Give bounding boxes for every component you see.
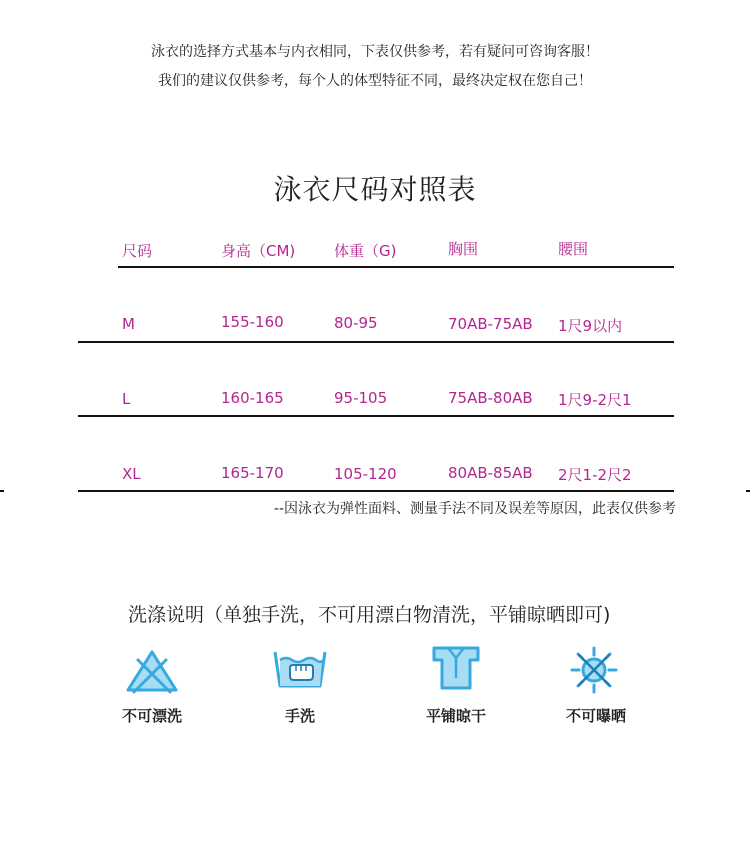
row-size: L (122, 390, 131, 408)
row-waist: 1尺9-2尺1 (558, 391, 632, 409)
dry-flat-icon (428, 644, 484, 692)
row-bust: 75AB-80AB (448, 389, 533, 407)
table-bottom-divider (78, 490, 674, 492)
row-weight: 95-105 (334, 389, 388, 407)
no-sun-dry-icon (566, 646, 622, 694)
row-weight: 80-95 (334, 314, 378, 332)
row-height: 165-170 (221, 464, 284, 482)
header-divider (118, 266, 674, 268)
header-height: 身高（CM) (221, 242, 296, 260)
row-divider (78, 341, 674, 343)
row-bust: 80AB-85AB (448, 464, 533, 482)
edge-tick-left (0, 490, 4, 492)
intro-line-1: 泳衣的选择方式基本与内衣相同，下表仅供参考，若有疑问可咨询客服！ (151, 44, 599, 60)
no-bleach-label: 不可漂洗 (121, 707, 182, 725)
row-waist: 1尺9以内 (558, 317, 623, 335)
header-bust: 胸围 (448, 240, 479, 258)
edge-tick-right (746, 490, 750, 492)
row-divider (78, 415, 674, 417)
row-waist: 2尺1-2尺2 (558, 466, 632, 484)
dry-flat-label: 平铺晾干 (425, 707, 486, 725)
row-weight: 105-120 (334, 465, 397, 483)
no-sun-dry-label: 不可曝晒 (565, 707, 626, 725)
row-size: M (122, 315, 135, 333)
header-waist: 腰围 (558, 240, 589, 258)
table-note: --因泳衣为弹性面料、测量手法不同及误差等原因，此表仅供参考 (273, 501, 676, 517)
row-bust: 70AB-75AB (448, 315, 533, 333)
header-size: 尺码 (122, 242, 153, 260)
no-bleach-icon (124, 648, 180, 696)
hand-wash-label: 手洗 (284, 707, 315, 725)
row-size: XL (122, 465, 141, 483)
header-weight: 体重（G) (334, 242, 397, 260)
hand-wash-icon (272, 646, 328, 694)
row-height: 160-165 (221, 389, 284, 407)
row-height: 155-160 (221, 313, 284, 331)
size-chart-title: 泳衣尺码对照表 (273, 173, 477, 206)
intro-line-2: 我们的建议仅供参考，每个人的体型特征不同，最终决定权在您自己！ (158, 73, 592, 89)
washing-title: 洗涤说明（单独手洗，不可用漂白物清洗，平铺晾晒即可) (128, 604, 611, 626)
